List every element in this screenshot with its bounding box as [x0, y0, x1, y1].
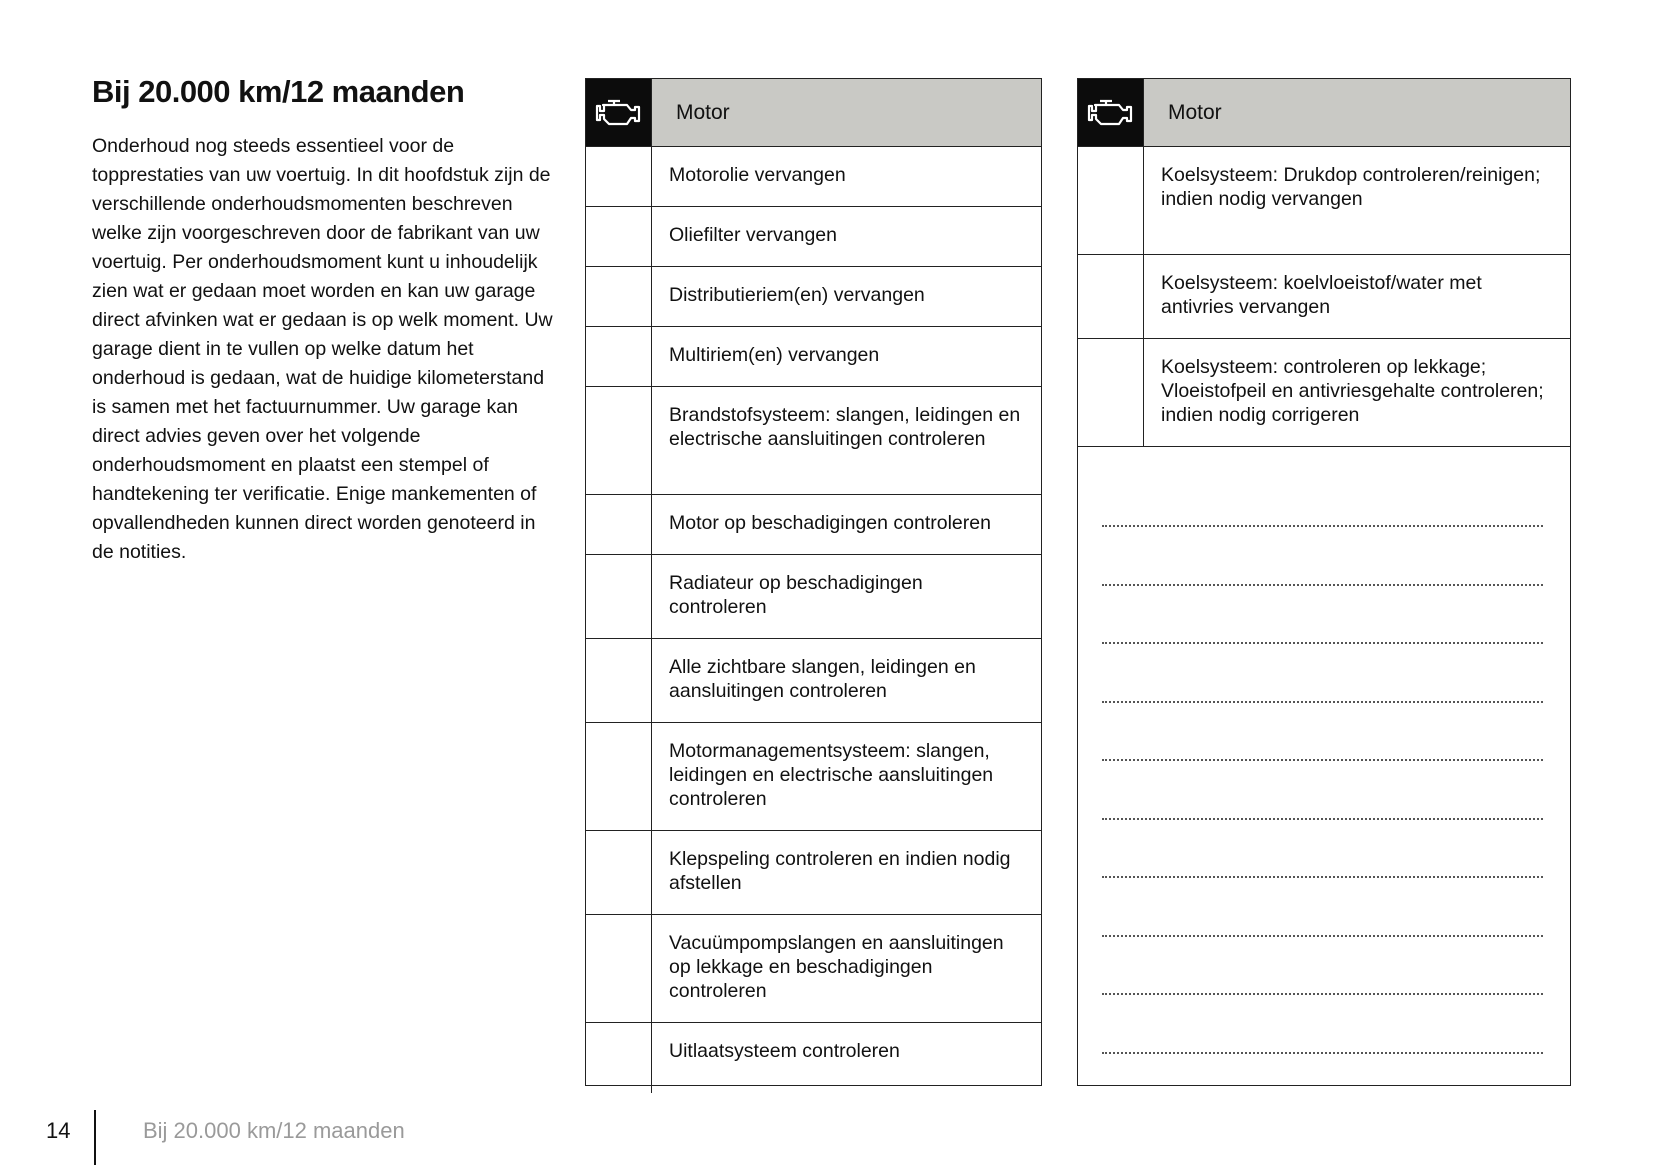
- table-row-label: Motor op beschadigingen controleren: [669, 512, 991, 534]
- table-row: [586, 1023, 1041, 1093]
- footer-section-title: Bij 20.000 km/12 maanden: [143, 1118, 405, 1143]
- table-row-label: Radiateur op beschadigingen controleren: [669, 572, 923, 618]
- table-row: [586, 831, 1041, 915]
- checkbox-cell[interactable]: [1078, 255, 1144, 338]
- engine-icon-cell: [1078, 79, 1144, 146]
- table-header: [1078, 79, 1570, 147]
- table-row-label: Oliefilter vervangen: [669, 224, 837, 246]
- checkbox-cell[interactable]: [586, 267, 652, 326]
- table-row: [586, 495, 1041, 555]
- table-row-label: Multiriem(en) vervangen: [669, 344, 880, 366]
- table-row: [586, 555, 1041, 639]
- checkbox-cell[interactable]: [586, 831, 652, 914]
- table-row: [1078, 147, 1570, 255]
- checklist-table-motor: [585, 78, 1042, 1086]
- note-line[interactable]: [1102, 525, 1543, 527]
- table-row-label: Uitlaatsysteem controleren: [669, 1040, 900, 1062]
- table-row-label: Brandstofsysteem: slangen, leidingen en electrische aansluitingen controleren: [669, 404, 1021, 450]
- table-header-label: Motor: [1144, 79, 1570, 146]
- checkbox-cell[interactable]: [586, 723, 652, 830]
- note-line[interactable]: [1102, 584, 1543, 586]
- table-row: [586, 207, 1041, 267]
- note-line[interactable]: [1102, 818, 1543, 820]
- table-row: [586, 639, 1041, 723]
- note-line[interactable]: [1102, 1052, 1543, 1054]
- table-row-label: Motormanagementsysteem: slangen, leidingen en electrische aansluitingen controleren: [669, 740, 994, 810]
- note-line[interactable]: [1102, 935, 1543, 937]
- notes-area[interactable]: [1078, 447, 1570, 1087]
- note-line[interactable]: [1102, 701, 1543, 703]
- note-line[interactable]: [1102, 876, 1543, 878]
- table-row-label: Vacuümpompslangen en aansluitingen op lekkage en beschadigingen controleren: [669, 932, 1004, 1002]
- checkbox-cell[interactable]: [586, 327, 652, 386]
- table-row-label: Koelsysteem: Drukdop controleren/reinigen; indien nodig vervangen: [1161, 164, 1541, 210]
- checkbox-cell[interactable]: [586, 387, 652, 494]
- note-line[interactable]: [1102, 993, 1543, 995]
- table-row: [586, 267, 1041, 327]
- checkbox-cell[interactable]: [586, 147, 652, 206]
- table-header: [586, 79, 1041, 147]
- page-title: Bij 20.000 km/12 maanden: [92, 74, 465, 109]
- page-number: 14: [46, 1118, 71, 1143]
- checkbox-cell[interactable]: [586, 495, 652, 554]
- note-line[interactable]: [1102, 759, 1543, 761]
- table-row: [1078, 339, 1570, 447]
- checkbox-cell[interactable]: [586, 639, 652, 722]
- intro-paragraph: Onderhoud nog steeds essentieel voor de topprestaties van uw voertuig. In dit hoofdstuk zijn de verschillende onderhoudsmomenten beschreven welke zijn voorgeschreven door de fabrikant van uw voertuig. Per onderhoudsmoment kunt u inhoudelijk zien wat er gedaan moet worden en kan uw garage direct afvinken wat er gedaan is op welk moment. Uw garage dient in te vullen op welke datum het onderhoud is gedaan, wat de huidige kilometerstand is samen met het factuurnummer. Uw garage kan direct advies geven over het volgende onderhoudsmoment en plaatst een stempel of handtekening ter verificatie. Enige mankementen of opvallendheden kunnen direct worden genoteerd in de notities.: [92, 135, 553, 563]
- table-row-label: Klepspeling controleren en indien nodig afstellen: [669, 848, 1011, 894]
- footer-divider: [94, 1110, 96, 1165]
- checkbox-cell[interactable]: [1078, 147, 1144, 254]
- table-row: [586, 327, 1041, 387]
- checkbox-cell[interactable]: [1078, 339, 1144, 446]
- checkbox-cell[interactable]: [586, 915, 652, 1022]
- checklist-table-koelsysteem: [1077, 78, 1571, 1086]
- table-row: [586, 147, 1041, 207]
- table-row: [586, 723, 1041, 831]
- table-row-label: Koelsysteem: controleren op lekkage; Vloeistofpeil en antivriesgehalte controleren; indien nodig corrigeren: [1161, 356, 1544, 426]
- note-line[interactable]: [1102, 642, 1543, 644]
- table-row-label: Alle zichtbare slangen, leidingen en aansluitingen controleren: [669, 656, 976, 702]
- engine-icon: [594, 96, 644, 130]
- table-row-label: Koelsysteem: koelvloeistof/water met antivries vervangen: [1161, 272, 1482, 318]
- table-row-label: Motorolie vervangen: [669, 164, 846, 186]
- engine-icon: [1086, 96, 1136, 130]
- engine-icon-cell: [586, 79, 652, 146]
- table-row: [1078, 255, 1570, 339]
- checkbox-cell[interactable]: [586, 555, 652, 638]
- table-header-label: Motor: [652, 79, 1041, 146]
- table-row: [586, 387, 1041, 495]
- checkbox-cell[interactable]: [586, 207, 652, 266]
- table-row: [586, 915, 1041, 1023]
- checkbox-cell[interactable]: [586, 1023, 652, 1093]
- table-row-label: Distributieriem(en) vervangen: [669, 284, 925, 306]
